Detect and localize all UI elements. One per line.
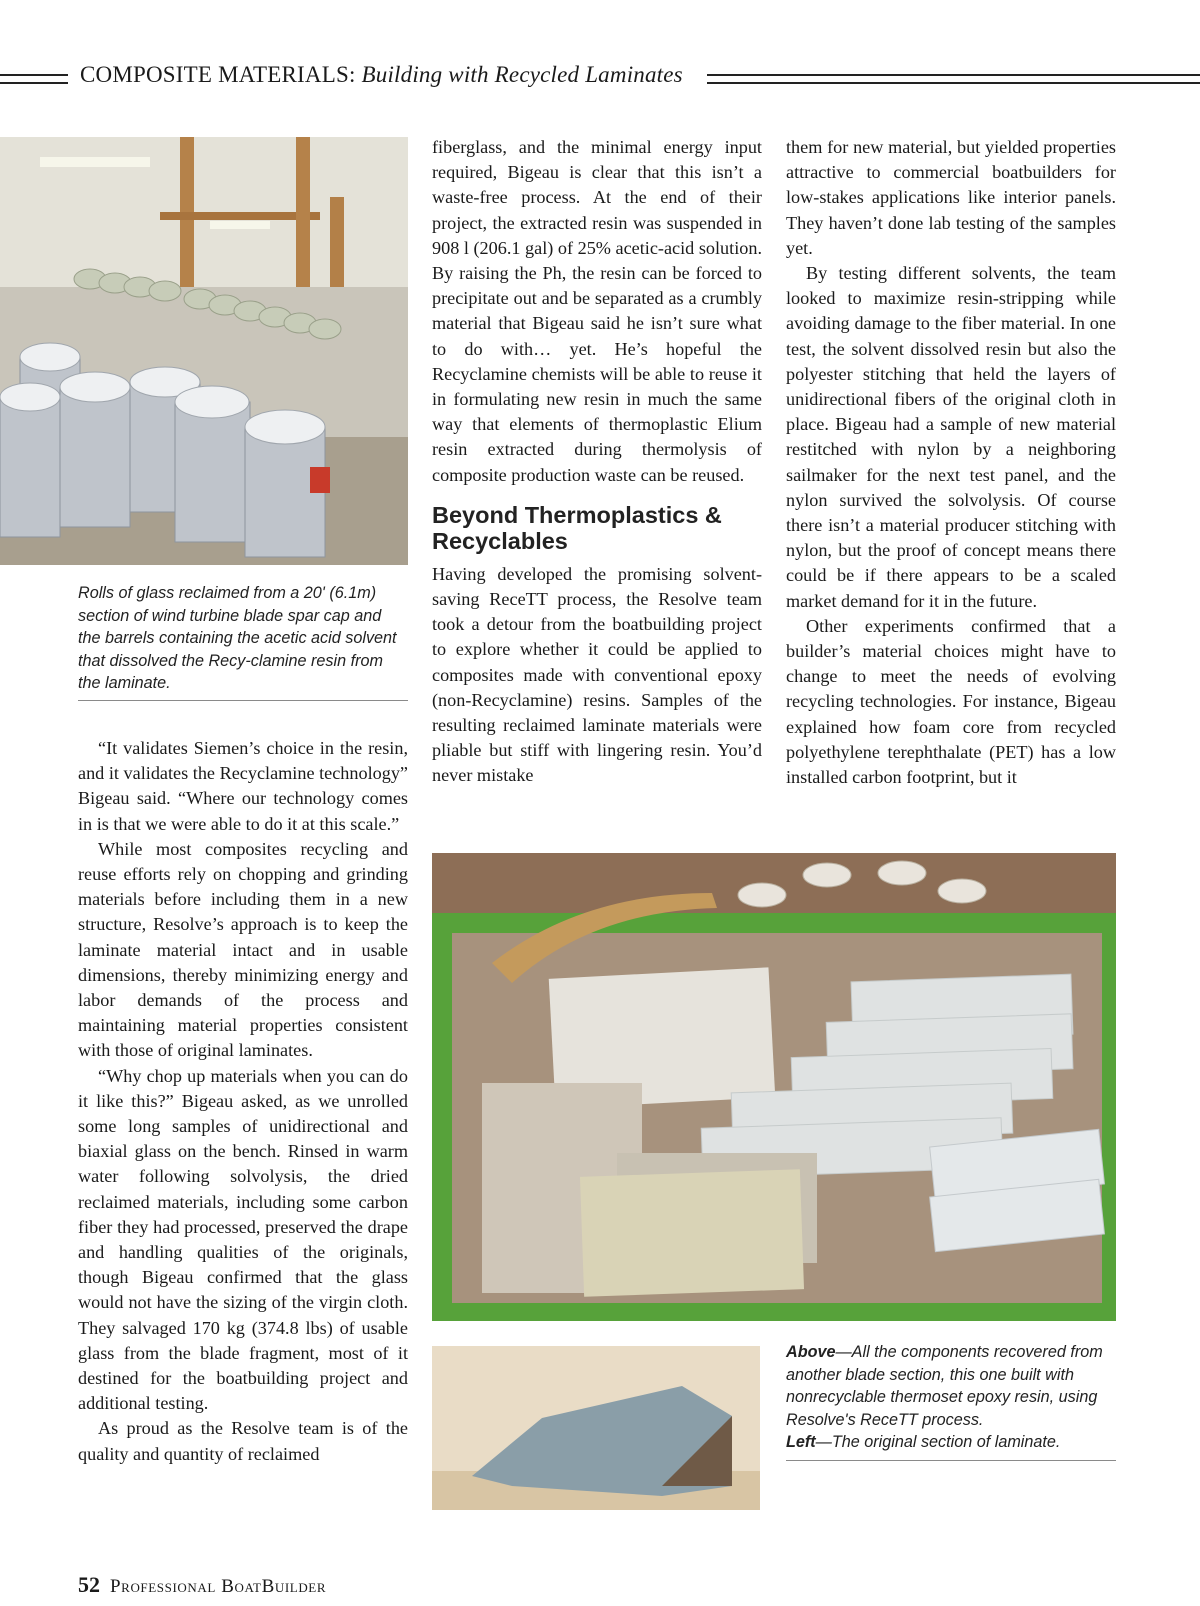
section-subhead: Beyond Thermoplastics & Recyclables <box>432 501 722 554</box>
header-subtitle: Building with Recycled Laminates <box>361 62 683 87</box>
photo-barrels-and-glass-rolls <box>0 137 408 565</box>
caption-label-left: Left <box>786 1433 816 1451</box>
paragraph: “It validates Siemen’s choice in the resin, and it validates the Recyclamine technology” Bigeau said. “Where our technology comes in is that we were able to do it at this scale.” <box>78 738 408 834</box>
paragraph: “Why chop up materials when you can do it like this?” Bigeau asked, as we unrolled some long samples of unidirectional and biaxial glass on the bench. Rinsed in warm water following solvolysis, the dried reclaimed materials, including some carbon fiber they had processed, preserved the drape and handling qualities of the originals, though Bigeau confirmed that the glass would not have the sizing of the virgin cloth. They salvaged 170 kg (374.8 lbs) of usable glass from the blade fragment, most of it destined for the boatbuilding project and additional testing. <box>78 1065 408 1414</box>
header-rule-left <box>0 74 68 84</box>
header-section: COMPOSITE MATERIALS: <box>80 62 356 87</box>
photo-recovered-components <box>432 853 1116 1321</box>
photo-laminate-section <box>432 1346 760 1510</box>
page-footer <box>78 1572 326 1598</box>
caption-text-above: —All the components recovered from another blade section, this one built with nonrecyclable thermoset epoxy resin, using Resolve's ReceTT process. <box>786 1343 1103 1429</box>
running-header <box>80 62 683 88</box>
caption-components <box>786 1341 1116 1454</box>
caption-barrels: Rolls of glass reclaimed from a 20' (6.1m) section of wind turbine blade spar cap and the barrels containing the acetic acid solvent that dissolved the Recy-clamine resin from the laminate. <box>78 584 397 692</box>
paragraph: Other experiments confirmed that a builder’s material choices might have to change to meet the needs of evolving recycling technologies. For instance, Bigeau explained how foam core from recycled polyethylene terephthalate (PET) has a low installed carbon footprint, but it <box>786 615 1116 788</box>
caption-text-left: —The original section of laminate. <box>815 1433 1061 1451</box>
body-column-3 <box>786 135 1116 790</box>
body-column-2 <box>432 135 762 789</box>
body-column-1 <box>78 736 408 1467</box>
paragraph: them for new material, but yielded properties attractive to commercial boatbuilders for low-stakes applications like interior panels. They haven’t done lab testing of the samples yet. <box>786 137 1116 258</box>
paragraph: Having developed the promising solvent-saving ReceTT process, the Resolve team took a detour from the boatbuilding project to explore whether it could be applied to composites made with conventional epoxy (non-Recyclamine) resins. Samples of the resulting reclaimed laminate materials were pliable but stiff with lingering resin. You’d never mistake <box>432 563 762 786</box>
caption-label-above: Above <box>786 1343 836 1361</box>
paragraph: While most composites recycling and reuse efforts rely on chopping and grinding materials before including them in a new structure, Resolve’s approach is to keep the laminate material intact and in usable dimensions, thereby minimizing energy and labor demands of the process and maintaining material properties consistent with those of original laminates. <box>78 838 408 1061</box>
caption-rule <box>78 700 408 701</box>
header-rule-right <box>707 74 1200 84</box>
magazine-name: Professional BoatBuilder <box>110 1576 327 1597</box>
page-number: 52 <box>78 1572 100 1597</box>
paragraph: fiberglass, and the minimal energy input required, Bigeau is clear that this isn’t a waste-free process. At the end of their project, the extracted resin was suspended in 908 l (206.1 gal) of 25% acetic-acid solution. By raising the Ph, the resin can be forced to precipitate out and be separated as a crumbly material that Bigeau said he isn’t sure what to do with… yet. He’s hopeful the Recyclamine chemists will be able to reuse it in formulating new resin in much the same way that elements of thermoplastic Elium resin extracted during thermolysis of composite production waste can be reused. <box>432 137 762 485</box>
paragraph: By testing different solvents, the team looked to maximize resin-stripping while avoiding damage to the fiber material. In one test, the solvent dissolved resin but also the polyester stitching that held the layers of unidirectional fibers of the original cloth in place. Bigeau had a sample of new material restitched with nylon by a neighboring sailmaker for the next test panel, and the nylon survived the solvolysis. Of course there isn’t a material producer stitching with nylon, but the proof of concept means there could be if there appears to be a scaled market demand for it in the future. <box>786 263 1116 611</box>
caption-rule <box>786 1460 1116 1461</box>
paragraph: As proud as the Resolve team is of the quality and quantity of reclaimed <box>78 1418 408 1464</box>
